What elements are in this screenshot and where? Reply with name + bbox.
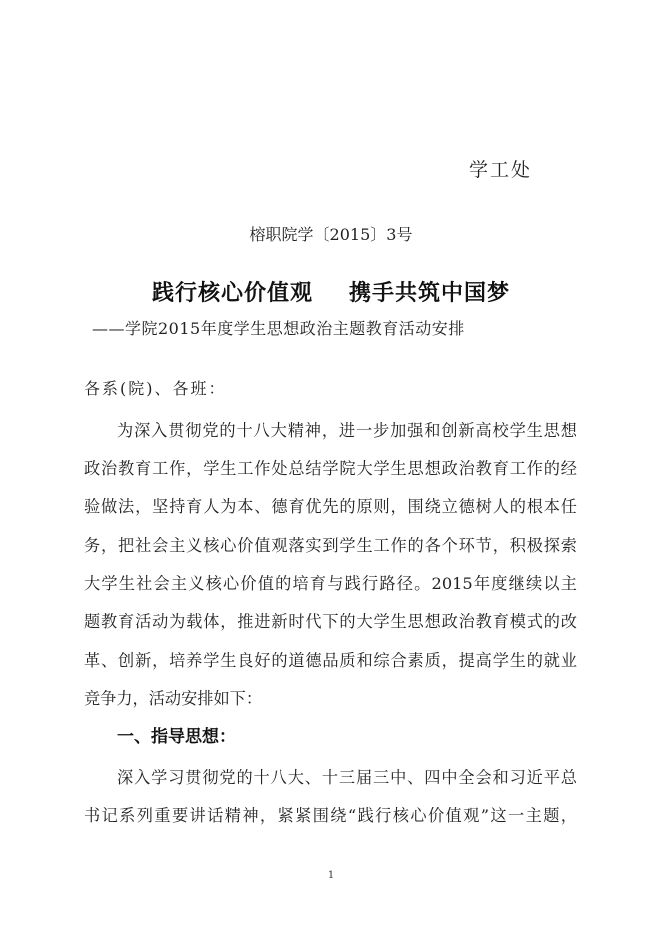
paragraph-line: 题教育活动为载体，推进新时代下的大学生思想政治教育模式的改 [84, 612, 577, 631]
issuing-department: 学工处 [469, 159, 533, 181]
paragraph-line: 验做法，坚持育人为本、德育优先的原则，围绕立德树人的根本任 [84, 497, 577, 516]
title-part-2: 携手共筑中国梦 [349, 281, 511, 306]
section-heading: 一、指导思想： [117, 727, 236, 747]
paragraph-line: 政治教育工作，学生工作处总结学院大学生思想政治教育工作的经 [84, 459, 577, 478]
paragraph-line: 为深入贯彻党的十八大精神，进一步加强和创新高校学生思想 [117, 421, 577, 440]
paragraph-line: 革、创新，培养学生良好的道德品质和综合素质，提高学生的就业 [84, 651, 577, 670]
page-number: 1 [327, 870, 335, 881]
paragraph-line: 大学生社会主义核心价值的培育与践行路径。2015年度继续以主 [84, 574, 577, 593]
paragraph-line: 务，把社会主义核心价值观落实到学生工作的各个环节，积极探索 [84, 536, 577, 555]
paragraph-line: 书记系列重要讲话精神，紧紧围绕“践行核心价值观”这一主题， [84, 806, 577, 825]
paragraph-line: 竞争力，活动安排如下： [84, 689, 263, 708]
salutation: 各系(院)、各班： [84, 379, 227, 398]
document-title [0, 276, 662, 307]
title-part-1: 践行核心价值观 [151, 281, 313, 306]
paragraph-line: 深入学习贯彻党的十八大、十三届三中、四中全会和习近平总 [117, 768, 577, 787]
document-number: 榕职院学〔2015〕3号 [249, 225, 413, 244]
document-subtitle: ——学院2015年度学生思想政治主题教育活动安排 [92, 319, 465, 338]
